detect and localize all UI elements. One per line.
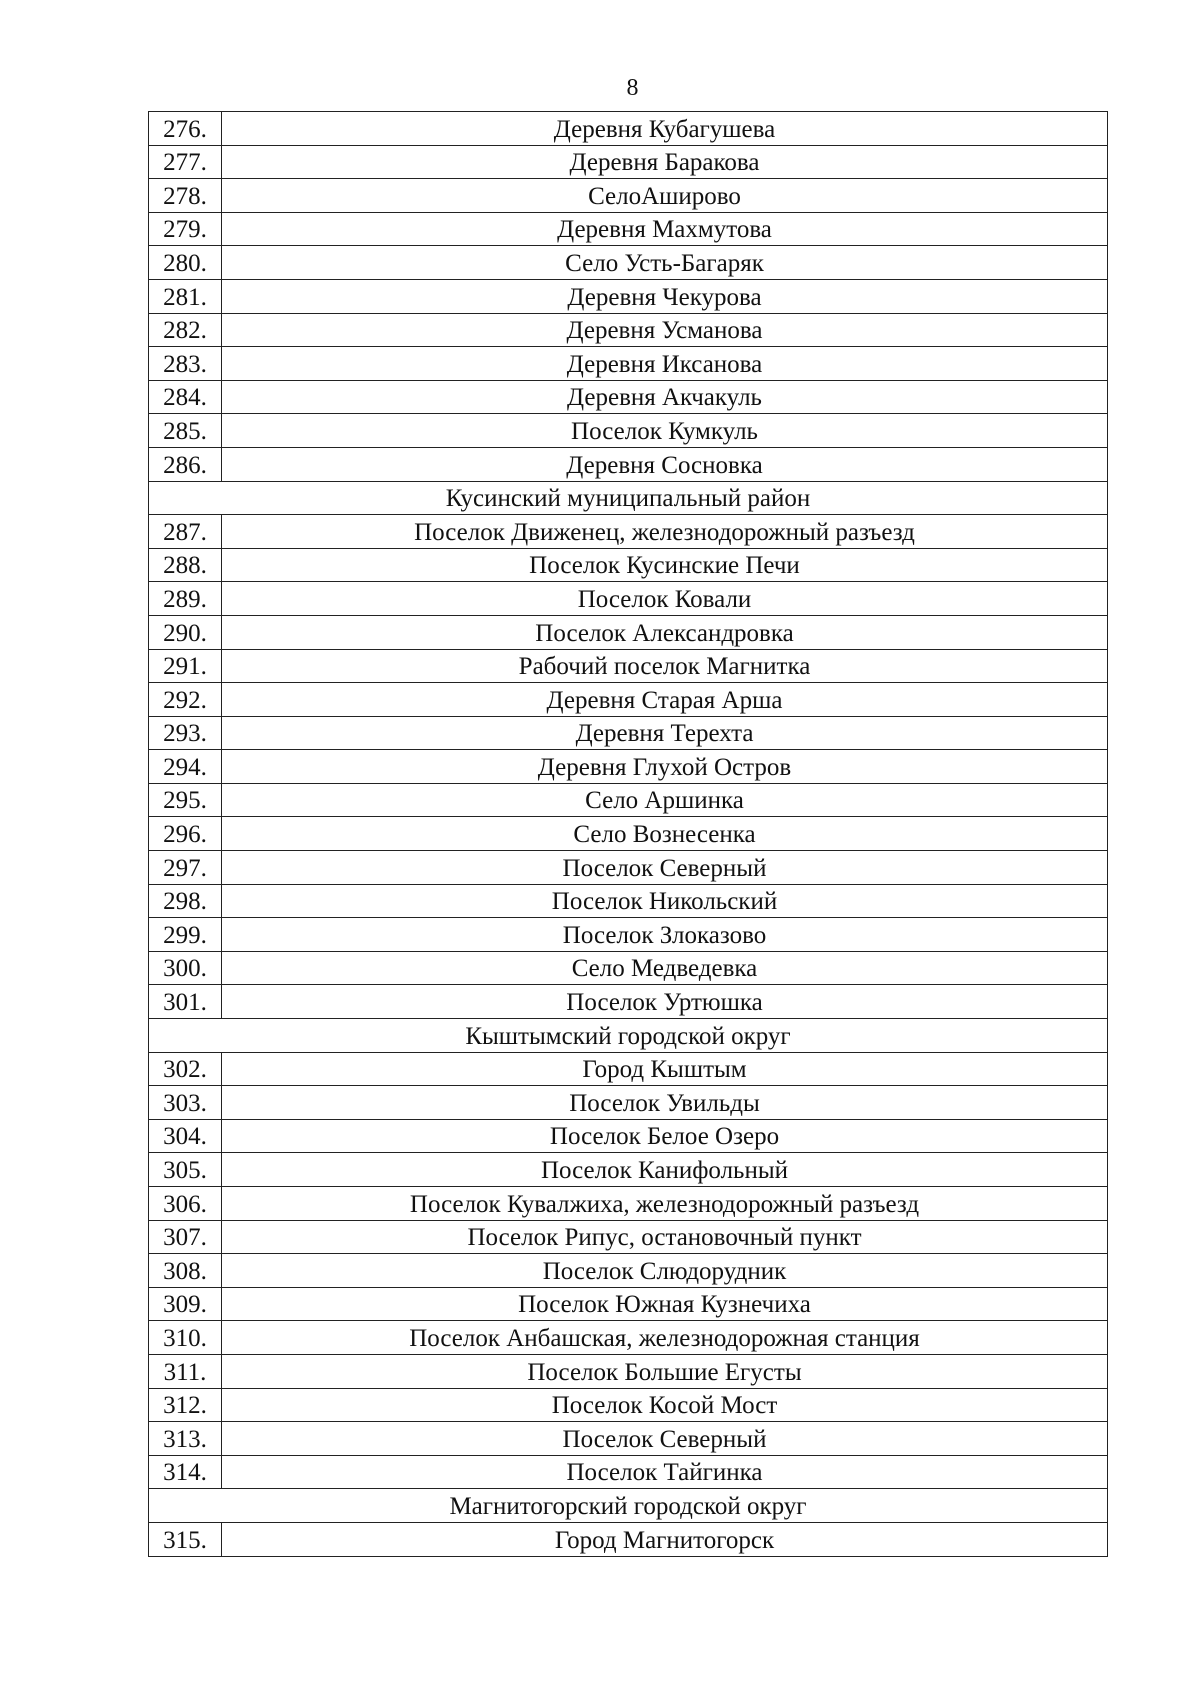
row-number: 305. [149,1153,222,1187]
section-title: Кыштымский городской округ [149,1019,1108,1053]
row-number: 285. [149,414,222,448]
settlement-name: Поселок Канифольный [222,1153,1108,1187]
table-row [149,951,1108,985]
table-row [149,179,1108,213]
settlement-name: Село Усть-Багаряк [222,246,1108,280]
table-row [149,783,1108,817]
table-row [149,447,1108,481]
row-number: 308. [149,1254,222,1288]
table-row [149,347,1108,381]
row-number: 303. [149,1086,222,1120]
table-row [149,851,1108,885]
table-row [149,1220,1108,1254]
table-row [149,380,1108,414]
row-number: 291. [149,649,222,683]
row-number: 302. [149,1052,222,1086]
table-row [149,246,1108,280]
row-number: 276. [149,112,222,146]
row-number: 289. [149,582,222,616]
settlement-name: Село Вознесенка [222,817,1108,851]
settlement-name: Деревня Кубагушева [222,112,1108,146]
row-number: 280. [149,246,222,280]
section-title: Магнитогорский городской округ [149,1489,1108,1523]
table-row [149,414,1108,448]
row-number: 315. [149,1522,222,1556]
table-row [149,1254,1108,1288]
settlement-name: Поселок Северный [222,851,1108,885]
settlement-name: Поселок Никольский [222,884,1108,918]
settlement-name: СелоАширово [222,179,1108,213]
row-number: 288. [149,548,222,582]
row-number: 284. [149,380,222,414]
row-number: 282. [149,313,222,347]
table-row [149,1052,1108,1086]
page-number: 8 [626,75,639,101]
table-row [149,1287,1108,1321]
settlement-name: Город Магнитогорск [222,1522,1108,1556]
row-number: 311. [149,1354,222,1388]
table-row [149,716,1108,750]
row-number: 277. [149,145,222,179]
settlements-table [148,111,1108,1557]
table-row [149,1354,1108,1388]
section-title: Кусинский муниципальный район [149,481,1108,515]
table-row [149,1119,1108,1153]
row-number: 299. [149,918,222,952]
row-number: 297. [149,851,222,885]
table-row [149,817,1108,851]
table-row [149,1388,1108,1422]
settlement-name: Поселок Рипус, остановочный пункт [222,1220,1108,1254]
settlement-name: Поселок Ковали [222,582,1108,616]
row-number: 286. [149,447,222,481]
row-number: 281. [149,279,222,313]
settlement-name: Поселок Косой Мост [222,1388,1108,1422]
section-header-row [149,481,1108,515]
settlement-name: Деревня Сосновка [222,447,1108,481]
row-number: 295. [149,783,222,817]
settlement-name: Село Медведевка [222,951,1108,985]
row-number: 309. [149,1287,222,1321]
settlement-name: Рабочий поселок Магнитка [222,649,1108,683]
row-number: 298. [149,884,222,918]
settlement-name: Поселок Слюдорудник [222,1254,1108,1288]
section-header-row [149,1019,1108,1053]
row-number: 287. [149,515,222,549]
table-row [149,145,1108,179]
settlement-name: Поселок Александровка [222,615,1108,649]
table-row [149,279,1108,313]
settlement-name: Поселок Уртюшка [222,985,1108,1019]
table-row [149,313,1108,347]
row-number: 313. [149,1422,222,1456]
row-number: 314. [149,1455,222,1489]
settlement-name: Поселок Увильды [222,1086,1108,1120]
table-row [149,750,1108,784]
settlement-name: Поселок Анбашская, железнодорожная станция [222,1321,1108,1355]
table-row [149,615,1108,649]
table-row [149,1086,1108,1120]
row-number: 306. [149,1187,222,1221]
settlement-name: Деревня Махмутова [222,212,1108,246]
settlement-name: Село Аршинка [222,783,1108,817]
table-row [149,112,1108,146]
settlement-name: Поселок Белое Озеро [222,1119,1108,1153]
row-number: 278. [149,179,222,213]
row-number: 283. [149,347,222,381]
section-header-row [149,1489,1108,1523]
table-row [149,649,1108,683]
settlement-name: Деревня Иксанова [222,347,1108,381]
table-row [149,515,1108,549]
table-row [149,1187,1108,1221]
settlement-name: Поселок Большие Егусты [222,1354,1108,1388]
table-row [149,884,1108,918]
row-number: 301. [149,985,222,1019]
table-row [149,582,1108,616]
settlement-name: Поселок Движенец, железнодорожный разъезд [222,515,1108,549]
settlement-name: Деревня Баракова [222,145,1108,179]
settlement-name: Поселок Южная Кузнечиха [222,1287,1108,1321]
row-number: 304. [149,1119,222,1153]
settlement-name: Поселок Тайгинка [222,1455,1108,1489]
table-row [149,1321,1108,1355]
settlement-name: Деревня Терехта [222,716,1108,750]
settlements-table-body [149,112,1108,1557]
table-row [149,1522,1108,1556]
row-number: 312. [149,1388,222,1422]
settlement-name: Деревня Акчакуль [222,380,1108,414]
row-number: 310. [149,1321,222,1355]
row-number: 294. [149,750,222,784]
settlement-name: Поселок Кумкуль [222,414,1108,448]
table-row [149,683,1108,717]
settlement-name: Поселок Кусинские Печи [222,548,1108,582]
table-row [149,918,1108,952]
settlement-name: Деревня Усманова [222,313,1108,347]
row-number: 296. [149,817,222,851]
table-row [149,1153,1108,1187]
table-row [149,212,1108,246]
row-number: 293. [149,716,222,750]
settlement-name: Поселок Злоказово [222,918,1108,952]
settlement-name: Деревня Старая Арша [222,683,1108,717]
table-row [149,1422,1108,1456]
settlement-name: Город Кыштым [222,1052,1108,1086]
table-row [149,1455,1108,1489]
settlement-name: Поселок Кувалжиха, железнодорожный разъезд [222,1187,1108,1221]
settlement-name: Деревня Чекурова [222,279,1108,313]
settlement-name: Поселок Северный [222,1422,1108,1456]
row-number: 290. [149,615,222,649]
row-number: 279. [149,212,222,246]
table-row [149,985,1108,1019]
row-number: 292. [149,683,222,717]
row-number: 300. [149,951,222,985]
settlement-name: Деревня Глухой Остров [222,750,1108,784]
table-row [149,548,1108,582]
row-number: 307. [149,1220,222,1254]
